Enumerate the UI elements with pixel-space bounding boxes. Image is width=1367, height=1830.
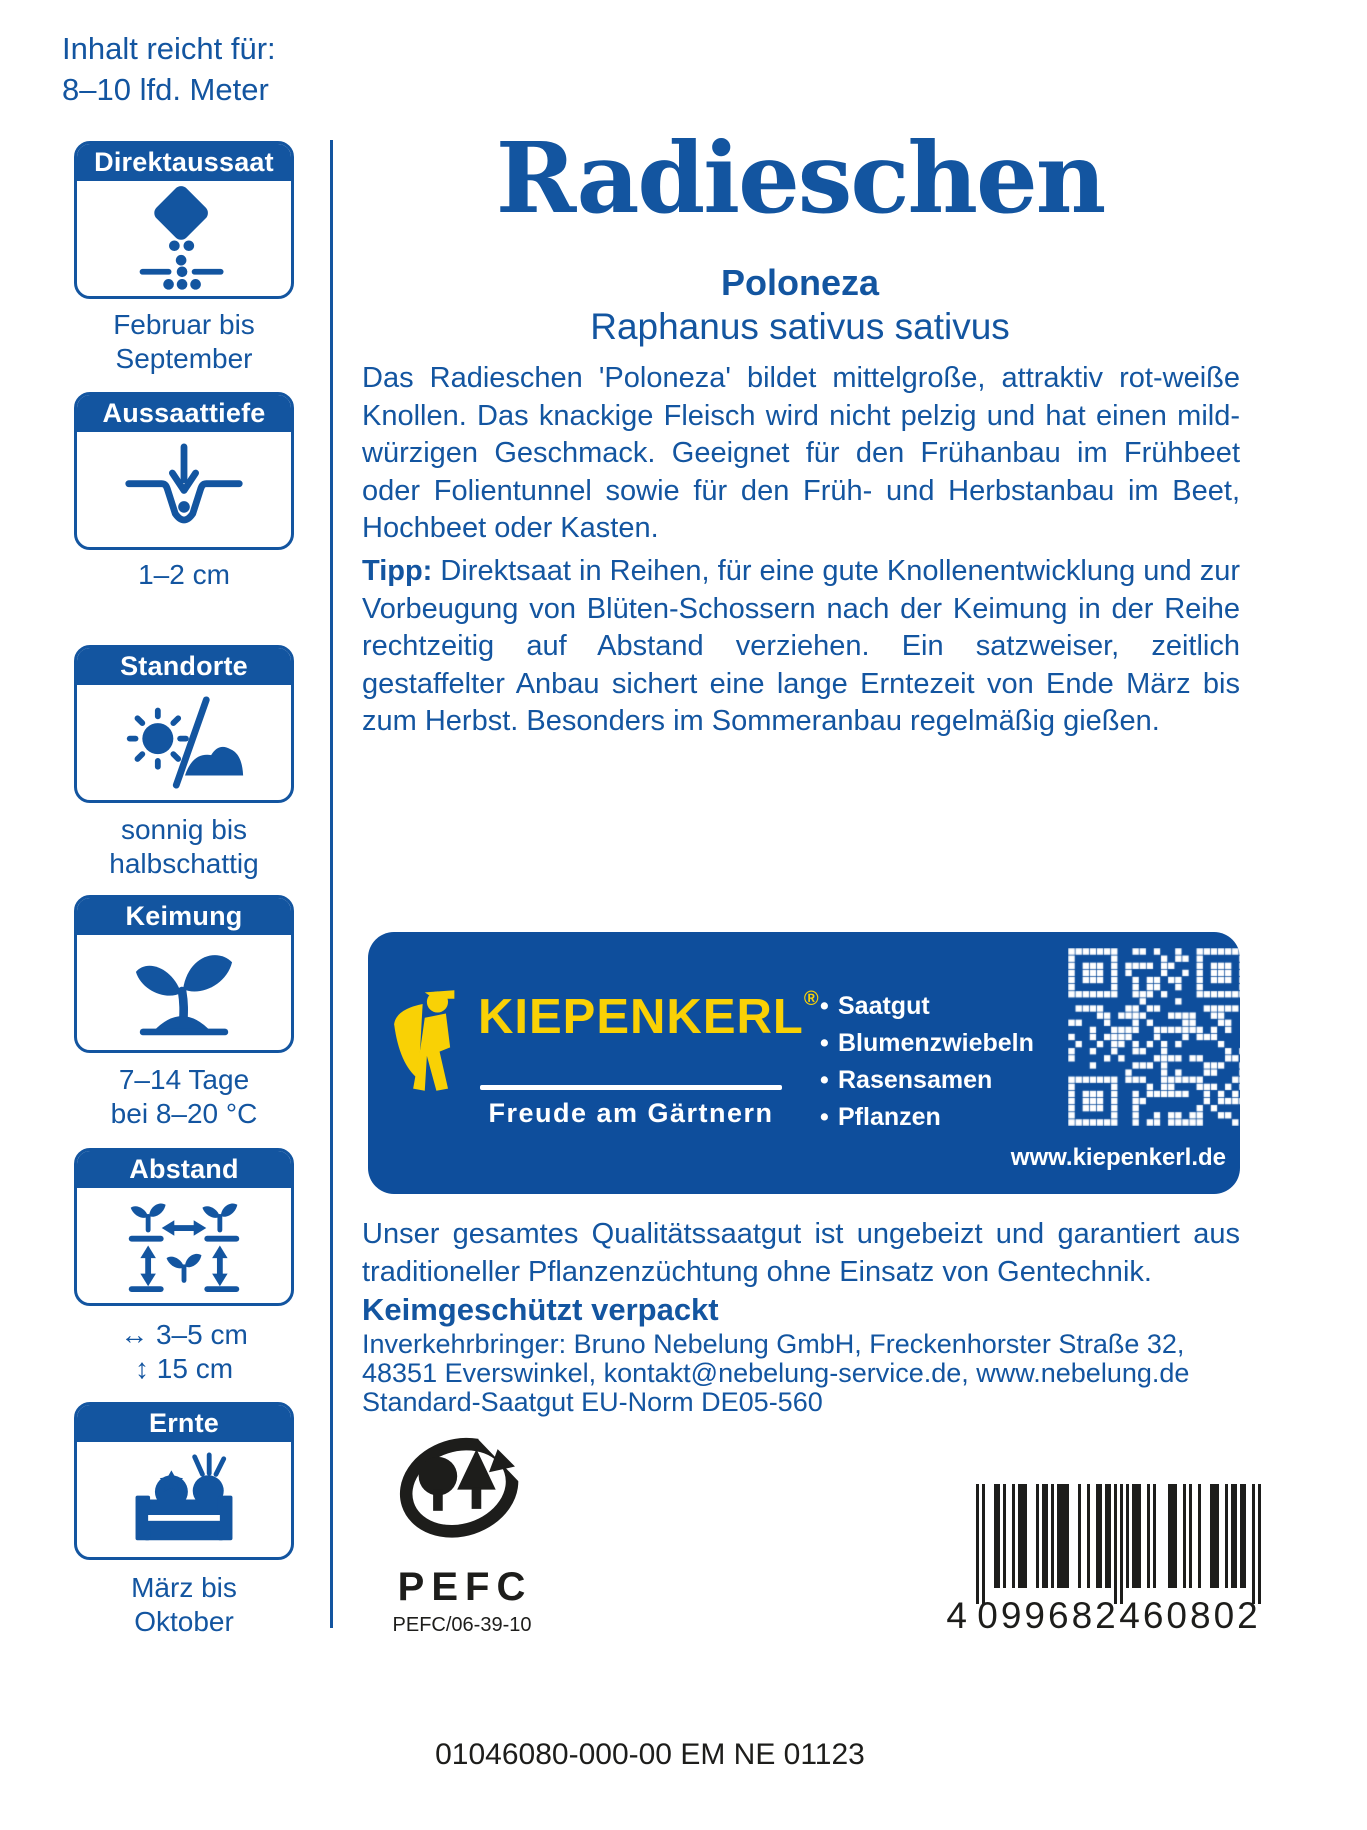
product-label: Blumenzwiebeln: [838, 1029, 1034, 1057]
infobox-standorte: [74, 645, 294, 803]
product-item-saatgut: [820, 988, 1034, 1025]
content-amount-line1: Inhalt reicht für:: [62, 31, 276, 66]
brand-website: www.kiepenkerl.de: [1010, 1144, 1226, 1171]
harvest-crate-icon: [77, 1442, 291, 1557]
vertical-divider: [330, 140, 333, 1628]
page-title: Radieschen: [495, 121, 1105, 235]
sun-halfshade-icon: [77, 685, 291, 800]
tip-label: Tipp:: [362, 555, 433, 587]
content-amount-line2: 8–10 lfd. Meter: [62, 72, 269, 107]
seed-packet-sowing-icon: [77, 181, 291, 296]
keimung-caption-line1: 7–14 Tage: [118, 1064, 250, 1095]
direktaussaat-caption-line1: Februar bis: [113, 309, 255, 340]
product-list: [820, 988, 1034, 1136]
pefc-label: PEFC: [397, 1565, 533, 1609]
quality-statement: Unser gesamtes Qualitätssaatgut ist ungebeizt und garantiert aus traditioneller Pflanzenzüchtung ohne Einsatz von Gentechnik.: [362, 1218, 1240, 1288]
infobox-standorte-title: Standorte: [77, 648, 291, 685]
infobox-keimung: [74, 895, 294, 1053]
infobox-aussaattiefe: [74, 392, 294, 550]
bullet-icon: •: [820, 992, 829, 1020]
infobox-aussaattiefe-title: Aussaattiefe: [77, 395, 291, 432]
registered-mark: ®: [803, 988, 820, 1010]
aussaattiefe-caption: [44, 558, 324, 592]
ean-barcode: [944, 1482, 1274, 1639]
ernte-caption-line2: Oktober: [134, 1606, 234, 1637]
brand-name-text: KIEPENKERL: [478, 990, 804, 1044]
standorte-caption-line1: sonnig bis: [120, 814, 248, 845]
standorte-caption: [44, 813, 324, 881]
product-label: Rasensamen: [838, 1066, 993, 1094]
infobox-ernte: [74, 1402, 294, 1560]
direktaussaat-caption-line2: September: [115, 343, 253, 374]
sowing-depth-furrow-icon: [77, 432, 291, 547]
brand-banner: [368, 932, 1240, 1194]
keimung-caption: [44, 1063, 324, 1131]
infobox-ernte-title: Ernte: [77, 1405, 291, 1442]
botanical-name: Raphanus sativus sativus: [590, 306, 1010, 347]
brand-slogan: Freude am Gärtnern: [488, 1098, 774, 1128]
distributor-block: [362, 1330, 1242, 1417]
pefc-certification: [372, 1428, 552, 1637]
infobox-keimung-title: Keimung: [77, 898, 291, 935]
bullet-icon: •: [820, 1029, 829, 1057]
ernte-caption: [44, 1571, 324, 1639]
abstand-caption: [44, 1318, 324, 1386]
brand-name: [478, 988, 820, 1045]
product-label: Pflanzen: [838, 1103, 941, 1131]
infobox-direktaussaat-title: Direktaussaat: [77, 144, 291, 181]
seedling-icon: [77, 935, 291, 1050]
aussaattiefe-caption-line1: 1–2 cm: [138, 559, 230, 590]
distributor-text: Inverkehrbringer: Bruno Nebelung GmbH, Freckenhorster Straße 32, 48351 Everswinkel, kontakt@nebelung-service.de, www.nebelung.de: [362, 1329, 1190, 1388]
tip-paragraph: [362, 553, 1240, 741]
product-label: Saatgut: [838, 992, 930, 1020]
bullet-icon: •: [820, 1103, 829, 1131]
pefc-code: PEFC/06-39-10: [392, 1614, 532, 1636]
barcode-digits-right: 460802: [1119, 1595, 1261, 1634]
product-item-rasensamen: [820, 1062, 1034, 1099]
content-amount: [62, 28, 276, 110]
brand-underline: [480, 1085, 782, 1090]
bullet-icon: •: [820, 1066, 829, 1094]
abstand-caption-line2: ↕ 15 cm: [134, 1353, 234, 1384]
batch-code: 01046080-000-00 EM NE 01123: [435, 1738, 865, 1771]
infobox-abstand: [74, 1148, 294, 1306]
description-paragraph: Das Radieschen 'Poloneza' bildet mittelgroße, attraktiv rot-weiße Knollen. Das knackige Fleisch wird nicht pelzig und hat einen mild-würzigen Geschmack. Geeignet für den Frühanbau im Frühbeet oder Folientunnel sowie für den Früh- und Herbstanbau im Beet, Hochbeet oder Kasten.: [362, 362, 1240, 544]
kiepenkerl-man-logo-icon: [392, 986, 466, 1118]
infobox-direktaussaat: [74, 141, 294, 299]
product-item-blumenzwiebeln: [820, 1025, 1034, 1062]
packaging-note: Keimgeschützt verpackt: [362, 1292, 719, 1327]
variety-name: Poloneza: [720, 262, 880, 303]
standorte-caption-line2: halbschattig: [109, 848, 259, 879]
pefc-logo-icon: [387, 1428, 537, 1558]
qr-code: [1068, 948, 1246, 1126]
barcode-digit-first: 4: [946, 1595, 970, 1634]
product-item-pflanzen: [820, 1099, 1034, 1136]
plant-spacing-icon: [77, 1188, 291, 1303]
barcode-digits-left: 099682: [977, 1595, 1119, 1634]
direktaussaat-caption: [44, 308, 324, 376]
abstand-caption-line1: ↔ 3–5 cm: [120, 1319, 248, 1350]
tip-text: Direktsaat in Reihen, für eine gute Knollenentwicklung und zur Vorbeugung von Blüten-Schossern nach der Keimung in der Reihe rechtzeitig auf Abstand verziehen. Ein satzweiser, zeitlich gestaffelter Anbau sichert eine lange Erntezeit von Ende März bis zum Herbst. Besonders im Sommeranbau regelmäßig gießen.: [362, 555, 1240, 737]
ernte-caption-line1: März bis: [131, 1572, 237, 1603]
infobox-abstand-title: Abstand: [77, 1151, 291, 1188]
standard-text: Standard-Saatgut EU-Norm DE05-560: [362, 1387, 823, 1417]
keimung-caption-line2: bei 8–20 °C: [110, 1098, 258, 1129]
